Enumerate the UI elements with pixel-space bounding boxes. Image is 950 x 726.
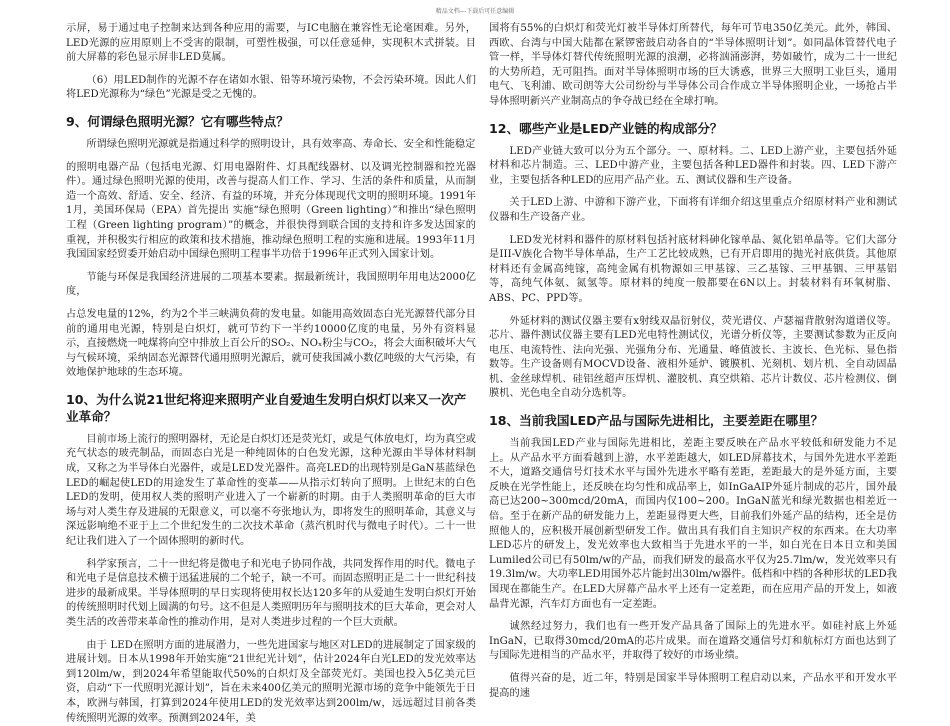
paragraph: （6）用LED制作的光源不存在诸如水银、铅等环境污染物，不会污染环境。因此人们将LED光源称为“绿色”光源是受之无愧的。 [66, 74, 476, 101]
paragraph: 节能与环保是我国经济进展的二项基本要素。据最新统计，我国照明年用电达2000亿度， [66, 271, 476, 298]
paragraph: 当前我国LED产业与国际先进相比，差距主要反映在产品水平较低和研发能力不足上。从产品水平方面看越到上游，水平差距越大，如LED屏幕技术，与国外先进水平差距不大，道路交通信号灯技术水平与国外先进水平略有差距，差距最大的是外延方面，主要反映在光学性能上，还反映在均匀性和成品率上，如InGaAIP外延片制成的芯片，国外最高已达200~300mcd/20mA，而国内仅100~200。InGaN蓝光和绿光数据也相差近一倍。至于在新产品的研发能力上，差距显得更大些，目前我们外延产品的结构，还全是仿照他人的，应积极开展创新型研发工作。做出具有我们自主知识产权的东西来。在大功率LED芯片的研发上，发光效率也大致相当于先进水平的一半，如白光在日本日立和美国Lumiled公司已有50lm/w的产品，而我们研发的最高水平仅为25.7lm/w，发光效率只有19.3lm/w。大功率LED用国外芯片能封出30lm/w器件。低档和中档的各种形状的LED我国现在都能生产。在LED大屏幕产品水平上还有一定差距，而在应用产品的开发上，如液晶背光源，汽车灯方面也有一定差距。 [489, 438, 897, 610]
section-heading-10: 10、为什么说21世纪将迎来照明产业自爱迪生发明白炽灯以来又一次产业革命？ [66, 391, 467, 424]
page-header: 精品文档---下载后可任意编辑 [435, 8, 515, 15]
paragraph: 占总发电量的12%，约为2个半三峡满负荷的发电量。如能用高效固态白光光源替代部分目前的通用电光源，特别是白炽灯，就可节约下一半约10000亿度的电量，另外有资料显示，直接燃烧一吨煤将向空中排放上百公斤的SO₂、NOₓ粉尘与CO₂，将会大面积破坏大气与气候环境，采纳固态光源替代通用照明光源后，就可使我国减小数亿吨级的大气污染，有效地保护地球的生态环境。 [66, 308, 476, 379]
paragraph: 关于LED上游、中游和下游产业，下面将有详细介绍这里重点介绍原材料产业和测试仪器和生产设备产业。 [489, 197, 897, 223]
paragraph: 值得兴奋的是，近二年，特别是国家半导体照明工程启动以来，产品水平和开发水平提高的速 [489, 672, 897, 699]
paragraph: 所谓绿色照明光源就是指通过科学的照明设计，具有效率高、寿命长、安全和性能稳定 [86, 138, 476, 150]
right-column [489, 22, 897, 699]
paragraph: 示屏，易于通过电子控制来达到各种应用的需要，与IC电脑在兼容性无论毫困难。另外，LED光源的应用原则上不受害的限制，可塑性极强，可以任意延伸，实现积木式拼装。目前大屏幕的彩色显示屏非LED莫属。 [66, 23, 476, 64]
paragraph: 诚然经过努力，我们也有一些开发产品具备了国际上的先进水平。如硅衬底上外延InGaN，已取得30mcd/20mA的芯片成果。而在道路交通信号灯和航标灯方面也达到了与国际先进相当的产品水平，并取得了较好的市场业绩。 [489, 621, 897, 662]
section-heading-12: 12、哪些产业是LED产业链的构成部分？ [489, 120, 723, 136]
paragraph: 由于 LED在照明方面的进展潜力，一些先进国家与地区对LED的进展制定了国家级的进展计划。日本从1998年开始实施“21世纪光计划”，估计2024年白光LED的发光效率达到120lm/w，到2024年希望能取代50%的白炽灯及全部荧光灯。美国也投入5亿美元巨资，启动“下一代照明光源计划”，旨在未来400亿美元的照明光源市场的竞争中能领先于日本，欧洲与韩国，打算到2024年使用LED的发光效率达到200lm/w，远远超过目前各类传统照明光源的效率。预测到2024年，美 [66, 639, 476, 724]
paragraph: 国将有55%的白炽灯和荧光灯被半导体灯所替代，每年可节电350亿美元。此外，韩国、西欧、台湾与中国大陆都在紧锣密鼓启动各自的“半导体照明计划”。如同晶体管替代电子管一样，半导体灯替代传统照明光源的浪潮，必将汹涌澎湃，势如破竹，成为二十一世纪的大势所趋，无可阻挡。面对半导体照明市场的巨大诱惑，世界三大照明工业巨头，通用电气、飞利浦、欧司朗等大公司纷纷与半导体公司合作成立半导体照明企业，一场抢占半导体照明新兴产业制高点的争夺战已经在全球打响。 [489, 23, 897, 107]
section-heading-18: 18、当前我国LED产品与国际先进相比，主要差距在哪里？ [489, 413, 824, 429]
paragraph: LED产业链大致可以分为五个部分。一、原材料。二、LED上游产业，主要包括外延材料和芯片制造。三、LED中游产业，主要包括各种LED器件和封装。四、LED下游产业，主要包括各种LED的应用产品产业。五、测试仪器和生产设备。 [489, 145, 897, 186]
paragraph: 外延材料的测试仪器主要有x射线双晶衍射仪，荧光谱仪、卢瑟福背散射沟道谱仪等。芯片、器件测试仪器主要有LED光电特性测试仪，光谱分析仪等，主要测试参数为正反向电压、电流特性、法向光强、光强角分布、光通量、峰值波长、主波长、色光标、显色指数等。生产设备则有MOCVD设备、液相外延炉、镀膜机、光刻机、划片机、全自动固晶机、金丝球焊机、硅铝丝超声压焊机、灌胶机、真空烘箱、芯片计数仪、芯片检测仪、倒膜机、光色电全自动分选机等。 [489, 315, 897, 400]
section-heading-9: 9、何谓绿色照明光源？它有哪些特点？ [66, 113, 289, 129]
paragraph: 的照明电器产品（包括电光源、灯用电器附件、灯具配线器材、以及调光控制器和控光器件）。通过绿色照明光源的使用，改善与提高人们工作、学习、生活的条件和质量，从而制造一个高效、舒适、安全、经济、有益的环境，并充分体现现代文明的照明环境。1991年1月，美国环保局（EPA）首先提出 实施“绿色照明（Green lighting）”和推出“绿色照明工程（Green lighting program）”的概念，并很快得到联合国的支持和许多发达国家的重视，并积极实行相应的政策和技术措施，推动绿色照明工程的实施和进展。1993年11月我国国家经贸委开始启动中国绿色照明工程事半功倍于1996年正式列入国家计划。 [66, 161, 476, 261]
left-column [66, 22, 476, 724]
paragraph: 目前市场上流行的照明器材，无论是白炽灯还是荧光灯，或是气体放电灯，均为真空或充气状态的玻壳制品，而固态白光是一种纯固体的白色发光源，这种光源由半导体材料制成，又称之为半导体白光器件，或是LED发光器件。高亮LED的出现特别是GaN基蓝绿色LED的崛起使LED的用途发生了革命性的变革——从指示灯转向了照明。上世纪末的白色LED的发明，使用权人类的照明产业进入了一个崭新的时期。由于人类照明革命的巨大市场与对人类生存及进展的无限意义，可以毫不夸张地认为，即将发生的照明革命，其意义与深远影响绝不亚于上二个世纪发生的二次技术革命（蒸汽机时代与微电子时代）。二十一世纪让我们进入了一个固体照明的新时代。 [66, 433, 476, 548]
paragraph: 科学家预言，二十一世纪将是微电子和光电子协同作战，共同发挥作用的时代。微电子和光电子是信息技术横于迅猛进展的二个轮子，缺一不可。而固态照明正是二十一世纪科技进步的最新成果。半导体照明的早日实现将使用权长达120多年的从爱迪生发明白炽灯开始的传统照明时代划上圆满的句号。这不但是人类照明历年与照明技术的巨大革命，更会对人类生活的改善带来革命性的推动作用，是对人类进步过程的一个巨大贡献。 [66, 558, 476, 628]
paragraph: LED发光材料和器件的原材料包括衬底材料砷化镓单晶、氮化铝单晶等。它们大部分是III-V族化合物半导体单晶，生产工艺比较成熟，已有开启即用的抛光衬底供货。其他原材料还有金属高纯镓，高纯金属有机物源如三甲基镓、三乙基镓、三甲基铟、三甲基铝等，高纯气体氨、氮氢等。原材料的纯度一般都要在6N以上。封装材料有环氧树脂、ABS、PC、PPD等。 [489, 234, 897, 304]
